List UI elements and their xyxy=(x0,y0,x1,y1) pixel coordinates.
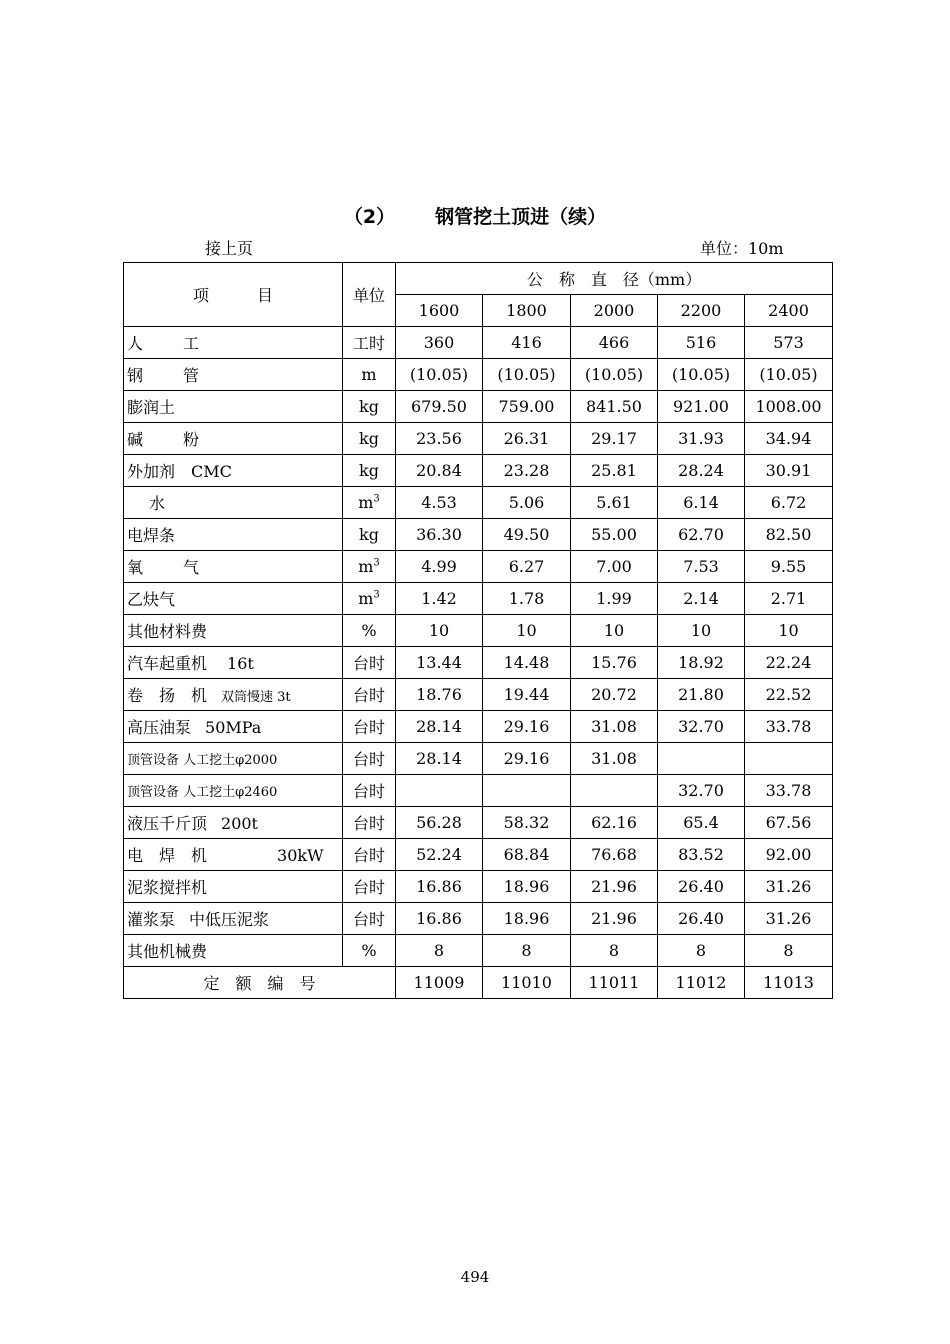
item-name: 顶管设备 人工挖土φ2000 xyxy=(127,753,278,768)
value-cell: 6.14 xyxy=(658,487,745,519)
header-diameter: 2400 xyxy=(745,295,833,327)
unit-text: 台时 xyxy=(352,782,385,801)
unit-text: % xyxy=(361,941,377,960)
value-cell: 31.08 xyxy=(571,743,658,775)
item-name-cell xyxy=(124,487,343,519)
table-title xyxy=(0,202,950,229)
value-cell: 26.40 xyxy=(658,903,745,935)
item-name-cell xyxy=(124,391,343,423)
item-name: 钢 xyxy=(127,366,144,385)
unit-cell xyxy=(343,455,396,487)
value-cell: 32.70 xyxy=(658,711,745,743)
value-cell: 62.70 xyxy=(658,519,745,551)
item-name-cell xyxy=(124,551,343,583)
table-row xyxy=(124,455,833,487)
value-cell: 573 xyxy=(745,327,833,359)
value-cell: 416 xyxy=(483,327,571,359)
item-name: 其他机械费 xyxy=(127,942,208,961)
item-name-cell xyxy=(124,807,343,839)
title-text: 钢管挖土顶进（续） xyxy=(435,206,607,228)
quota-code: 11010 xyxy=(483,967,571,999)
unit-cell xyxy=(343,647,396,679)
item-spec: 200t xyxy=(221,814,258,833)
value-cell: 52.24 xyxy=(396,839,483,871)
item-spec: 气 xyxy=(183,558,200,577)
value-cell: 16.86 xyxy=(396,871,483,903)
value-cell: 1.99 xyxy=(571,583,658,615)
value-cell xyxy=(483,775,571,807)
value-cell: 28.14 xyxy=(396,711,483,743)
value-cell: 28.14 xyxy=(396,743,483,775)
item-spec: CMC xyxy=(191,462,232,481)
value-cell: 20.84 xyxy=(396,455,483,487)
item-name: 外加剂 xyxy=(127,462,176,481)
value-cell: 23.28 xyxy=(483,455,571,487)
unit-cell xyxy=(343,679,396,711)
item-name-cell xyxy=(124,327,343,359)
value-cell: 82.50 xyxy=(745,519,833,551)
item-name-cell xyxy=(124,359,343,391)
value-cell: (10.05) xyxy=(483,359,571,391)
item-spec: 双筒慢速 3t xyxy=(221,690,291,705)
table-row xyxy=(124,519,833,551)
item-name: 膨润土 xyxy=(127,398,176,417)
table-row xyxy=(124,903,833,935)
item-name: 其他材料费 xyxy=(127,622,208,641)
value-cell: 32.70 xyxy=(658,775,745,807)
header-diameter: 2000 xyxy=(571,295,658,327)
value-cell: 29.16 xyxy=(483,743,571,775)
value-cell: 18.96 xyxy=(483,871,571,903)
item-name: 电 焊 机 xyxy=(127,846,208,865)
unit-cell xyxy=(343,775,396,807)
value-cell: 31.93 xyxy=(658,423,745,455)
value-cell: 679.50 xyxy=(396,391,483,423)
table-row xyxy=(124,583,833,615)
value-cell: 68.84 xyxy=(483,839,571,871)
item-name: 电焊条 xyxy=(127,526,176,545)
item-name-cell xyxy=(124,615,343,647)
value-cell: 83.52 xyxy=(658,839,745,871)
item-name: 卷 扬 机 xyxy=(127,686,208,705)
unit-text: 台时 xyxy=(352,878,385,897)
item-name: 液压千斤顶 xyxy=(127,814,208,833)
unit-text: 台时 xyxy=(352,846,385,865)
page-number: 494 xyxy=(460,1268,490,1286)
value-cell: 20.72 xyxy=(571,679,658,711)
unit-cell xyxy=(343,423,396,455)
table-row xyxy=(124,807,833,839)
table-row xyxy=(124,711,833,743)
unit-cell xyxy=(343,839,396,871)
value-cell: 1.42 xyxy=(396,583,483,615)
item-name: 乙炔气 xyxy=(127,590,176,609)
quota-table xyxy=(123,262,833,999)
value-cell: 49.50 xyxy=(483,519,571,551)
item-spec: 16t xyxy=(227,654,254,673)
value-cell: 5.06 xyxy=(483,487,571,519)
unit-cell xyxy=(343,551,396,583)
item-name: 泥浆搅拌机 xyxy=(127,878,208,897)
value-cell: 13.44 xyxy=(396,647,483,679)
value-cell: 55.00 xyxy=(571,519,658,551)
item-name: 高压油泵 xyxy=(127,718,192,737)
value-cell: 8 xyxy=(571,935,658,967)
value-cell: 26.31 xyxy=(483,423,571,455)
item-name: 汽车起重机 xyxy=(127,654,208,673)
header-diameter: 1600 xyxy=(396,295,483,327)
item-name: 灌浆泵 xyxy=(127,910,176,929)
item-spec: 粉 xyxy=(183,430,200,449)
value-cell: 516 xyxy=(658,327,745,359)
quota-code: 11009 xyxy=(396,967,483,999)
value-cell: 16.86 xyxy=(396,903,483,935)
unit-cell xyxy=(343,487,396,519)
unit-text: kg xyxy=(359,397,379,416)
unit-text: 台时 xyxy=(352,654,385,673)
unit-cell xyxy=(343,615,396,647)
item-spec: 中低压泥浆 xyxy=(189,910,270,929)
value-cell: 18.96 xyxy=(483,903,571,935)
value-cell: (10.05) xyxy=(745,359,833,391)
table-row xyxy=(124,327,833,359)
value-cell: 29.17 xyxy=(571,423,658,455)
value-cell: 7.00 xyxy=(571,551,658,583)
quota-code-row xyxy=(124,967,833,999)
unit-text: 工时 xyxy=(352,334,385,353)
item-name: 水 xyxy=(149,494,166,513)
value-cell: 62.16 xyxy=(571,807,658,839)
unit-cell xyxy=(343,391,396,423)
value-cell: 29.16 xyxy=(483,711,571,743)
value-cell: 1008.00 xyxy=(745,391,833,423)
unit-text: m xyxy=(358,557,374,576)
item-name-cell xyxy=(124,455,343,487)
unit-label: 单位：10m xyxy=(700,239,784,258)
table-row xyxy=(124,391,833,423)
value-cell: 10 xyxy=(745,615,833,647)
value-cell: 1.78 xyxy=(483,583,571,615)
value-cell: 14.48 xyxy=(483,647,571,679)
unit-text: % xyxy=(361,621,377,640)
item-name: 氧 xyxy=(127,558,144,577)
value-cell xyxy=(658,743,745,775)
unit-cell xyxy=(343,519,396,551)
unit-cell xyxy=(343,871,396,903)
value-cell: 28.24 xyxy=(658,455,745,487)
value-cell: 2.14 xyxy=(658,583,745,615)
item-name-cell xyxy=(124,711,343,743)
item-name-cell xyxy=(124,871,343,903)
value-cell: 31.26 xyxy=(745,903,833,935)
item-name-cell xyxy=(124,903,343,935)
value-cell: 2.71 xyxy=(745,583,833,615)
value-cell: 19.44 xyxy=(483,679,571,711)
value-cell: (10.05) xyxy=(571,359,658,391)
value-cell: 76.68 xyxy=(571,839,658,871)
value-cell: 10 xyxy=(658,615,745,647)
value-cell: 7.53 xyxy=(658,551,745,583)
unit-cell xyxy=(343,359,396,391)
value-cell xyxy=(396,775,483,807)
item-name-cell xyxy=(124,583,343,615)
item-name-cell xyxy=(124,423,343,455)
quota-code: 11011 xyxy=(571,967,658,999)
value-cell: 21.96 xyxy=(571,903,658,935)
title-number: （2） xyxy=(343,206,396,228)
item-name-cell xyxy=(124,647,343,679)
unit-cell xyxy=(343,903,396,935)
unit-text: 台时 xyxy=(352,750,385,769)
item-spec: 50MPa xyxy=(205,718,262,737)
unit-text: kg xyxy=(359,429,379,448)
value-cell: 22.24 xyxy=(745,647,833,679)
value-cell: 360 xyxy=(396,327,483,359)
table-row xyxy=(124,551,833,583)
value-cell: 10 xyxy=(396,615,483,647)
item-spec: 30kW xyxy=(277,846,324,865)
value-cell: 15.76 xyxy=(571,647,658,679)
unit-text: m xyxy=(361,365,377,384)
item-name-cell xyxy=(124,743,343,775)
value-cell: 8 xyxy=(483,935,571,967)
table-row xyxy=(124,743,833,775)
value-cell: 22.52 xyxy=(745,679,833,711)
unit-cell xyxy=(343,583,396,615)
header-diameter: 1800 xyxy=(483,295,571,327)
item-name-cell xyxy=(124,519,343,551)
item-name: 碱 xyxy=(127,430,144,449)
value-cell: 8 xyxy=(396,935,483,967)
table-row xyxy=(124,615,833,647)
unit-superscript: 3 xyxy=(373,589,380,601)
value-cell: 9.55 xyxy=(745,551,833,583)
unit-text: 台时 xyxy=(352,814,385,833)
item-name-cell xyxy=(124,775,343,807)
value-cell: (10.05) xyxy=(396,359,483,391)
value-cell: 6.27 xyxy=(483,551,571,583)
value-cell: 8 xyxy=(745,935,833,967)
value-cell: 92.00 xyxy=(745,839,833,871)
quota-code: 11012 xyxy=(658,967,745,999)
table-row xyxy=(124,775,833,807)
unit-text: m xyxy=(358,493,374,512)
unit-text: kg xyxy=(359,461,379,480)
unit-text: 台时 xyxy=(352,686,385,705)
header-item: 项 目 xyxy=(124,263,343,327)
unit-text: 台时 xyxy=(352,718,385,737)
header-unit: 单位 xyxy=(343,263,396,327)
unit-superscript: 3 xyxy=(373,493,380,505)
value-cell: 25.81 xyxy=(571,455,658,487)
value-cell xyxy=(571,775,658,807)
table-row xyxy=(124,871,833,903)
value-cell: 21.96 xyxy=(571,871,658,903)
value-cell: 8 xyxy=(658,935,745,967)
value-cell: 23.56 xyxy=(396,423,483,455)
value-cell: 21.80 xyxy=(658,679,745,711)
table-row xyxy=(124,359,833,391)
value-cell xyxy=(745,743,833,775)
value-cell: 33.78 xyxy=(745,775,833,807)
value-cell: 65.4 xyxy=(658,807,745,839)
header-diameter: 2200 xyxy=(658,295,745,327)
continued-label: 接上页 xyxy=(205,239,254,258)
value-cell: 30.91 xyxy=(745,455,833,487)
item-name: 顶管设备 人工挖土φ2460 xyxy=(127,785,278,800)
item-spec: 工 xyxy=(183,334,200,353)
table-row xyxy=(124,423,833,455)
value-cell: 4.53 xyxy=(396,487,483,519)
item-name: 人 xyxy=(127,334,144,353)
item-name-cell xyxy=(124,679,343,711)
table-row xyxy=(124,935,833,967)
value-cell: 67.56 xyxy=(745,807,833,839)
table-row xyxy=(124,647,833,679)
value-cell: 4.99 xyxy=(396,551,483,583)
unit-text: m xyxy=(358,589,374,608)
unit-text: kg xyxy=(359,525,379,544)
unit-cell xyxy=(343,807,396,839)
unit-cell xyxy=(343,711,396,743)
value-cell: 841.50 xyxy=(571,391,658,423)
value-cell: 921.00 xyxy=(658,391,745,423)
table-row xyxy=(124,839,833,871)
table-row xyxy=(124,487,833,519)
unit-cell xyxy=(343,743,396,775)
value-cell: 6.72 xyxy=(745,487,833,519)
quota-code: 11013 xyxy=(745,967,833,999)
value-cell: 31.26 xyxy=(745,871,833,903)
value-cell: 18.92 xyxy=(658,647,745,679)
unit-cell xyxy=(343,327,396,359)
value-cell: 18.76 xyxy=(396,679,483,711)
item-name-cell xyxy=(124,839,343,871)
value-cell: 26.40 xyxy=(658,871,745,903)
unit-superscript: 3 xyxy=(373,557,380,569)
value-cell: 759.00 xyxy=(483,391,571,423)
item-name-cell xyxy=(124,935,343,967)
value-cell: 58.32 xyxy=(483,807,571,839)
value-cell: 33.78 xyxy=(745,711,833,743)
value-cell: 5.61 xyxy=(571,487,658,519)
unit-cell xyxy=(343,935,396,967)
value-cell: 31.08 xyxy=(571,711,658,743)
value-cell: 56.28 xyxy=(396,807,483,839)
item-spec: 管 xyxy=(183,366,200,385)
value-cell: 36.30 xyxy=(396,519,483,551)
value-cell: 34.94 xyxy=(745,423,833,455)
header-diameter-group: 公 称 直 径（mm） xyxy=(396,263,833,295)
value-cell: (10.05) xyxy=(658,359,745,391)
table-row xyxy=(124,679,833,711)
header-row xyxy=(124,263,833,295)
quota-code-label: 定 额 编 号 xyxy=(124,967,396,999)
value-cell: 10 xyxy=(571,615,658,647)
unit-text: 台时 xyxy=(352,910,385,929)
value-cell: 466 xyxy=(571,327,658,359)
value-cell: 10 xyxy=(483,615,571,647)
